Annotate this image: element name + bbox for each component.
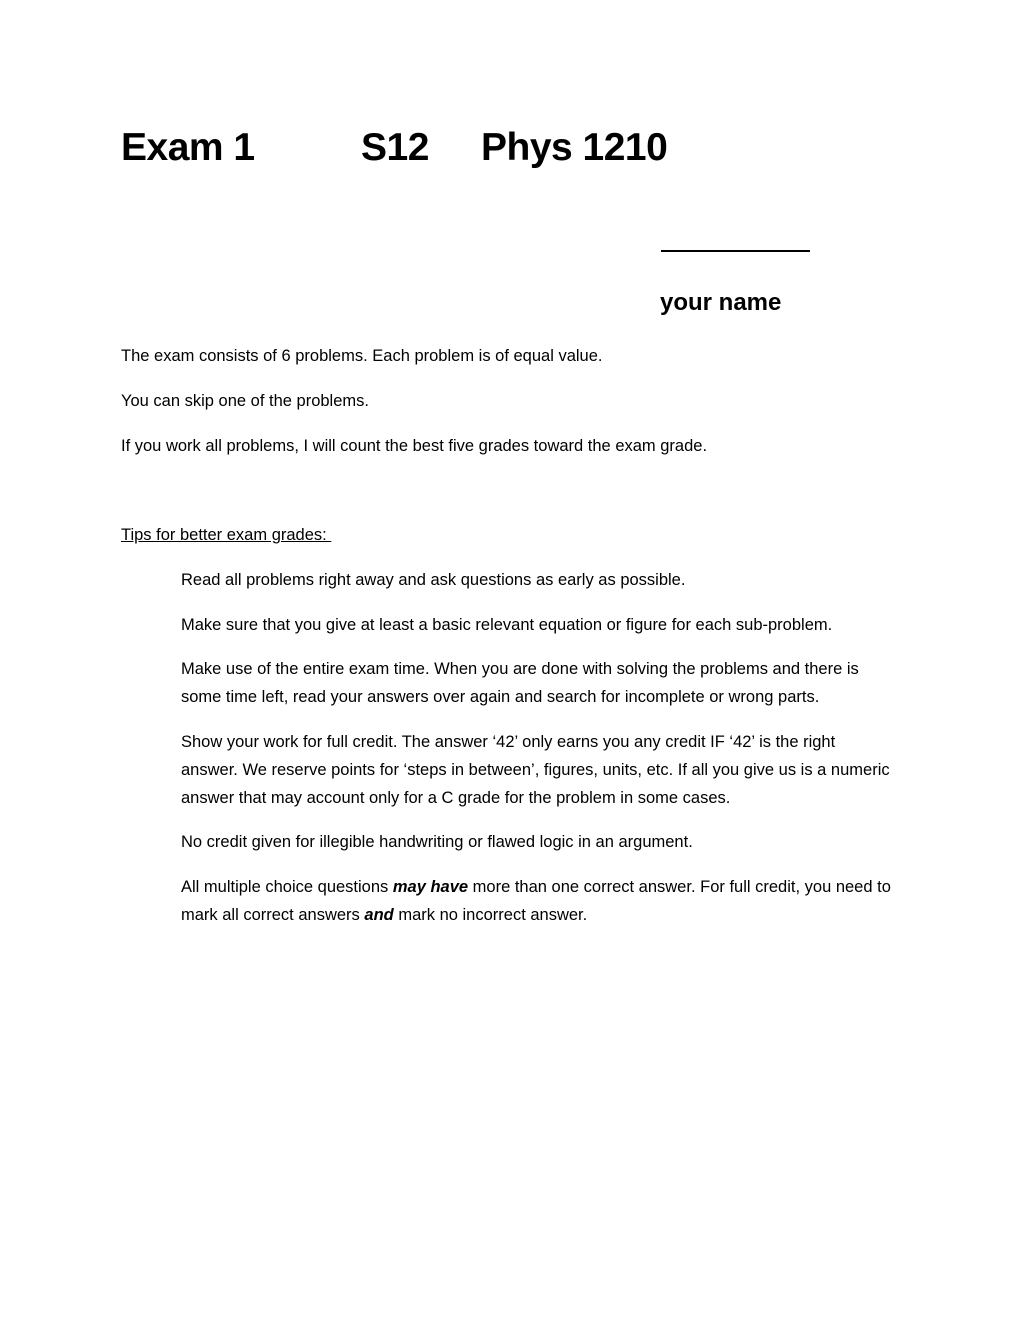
intro-line: If you work all problems, I will count the best five grades toward the exam grade.	[121, 437, 708, 455]
tip-emphasis: and	[364, 905, 394, 924]
tips-heading: Tips for better exam grades:	[121, 526, 332, 544]
tips-list	[181, 566, 891, 945]
tip-item: Read all problems right away and ask questions as early as possible.	[181, 571, 686, 589]
tip-item: No credit given for illegible handwriting or flawed logic in an argument.	[181, 833, 693, 851]
tip-item: Show your work for full credit. The answer ‘42’ only earns you any credit IF ‘42’ is the right answer. We reserve points for ‘steps in between’, figures, units, etc. If all you give us is a numeric answer that may account only for a C grade for the problem in some cases.	[181, 732, 890, 807]
course-code: Phys 1210	[481, 126, 668, 169]
tip-emphasis: may have	[392, 877, 469, 896]
name-field-label: your name	[660, 289, 782, 316]
tip-text: All multiple choice questions	[181, 877, 393, 896]
name-blank-line	[661, 250, 810, 252]
exam-term: S12	[361, 126, 429, 169]
tip-text: more than one correct answer. For full credit, you need to mark all correct answers	[181, 877, 891, 924]
tip-item: Make use of the entire exam time. When you are done with solving the problems and there is some time left, read your answers over again and search for incomplete or wrong parts.	[181, 660, 859, 706]
tip-text: mark no incorrect answer.	[393, 905, 588, 924]
intro-line: You can skip one of the problems.	[121, 392, 369, 410]
exam-number: Exam 1	[121, 126, 255, 169]
tip-item-multiple-choice	[181, 873, 891, 929]
tip-item: Make sure that you give at least a basic relevant equation or figure for each sub-problem.	[181, 615, 833, 634]
intro-line: The exam consists of 6 problems. Each problem is of equal value.	[121, 347, 603, 365]
